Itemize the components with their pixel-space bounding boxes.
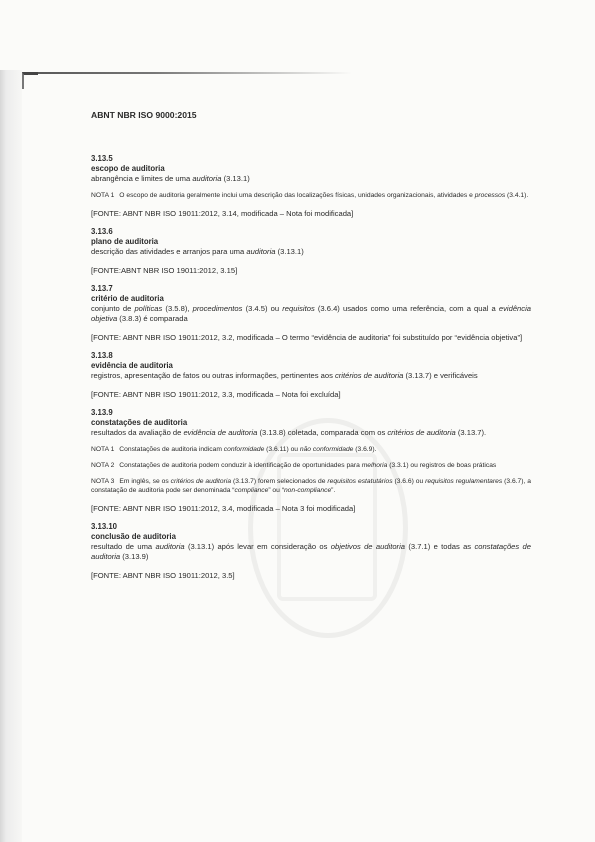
clause-term: conclusão de auditoria: [91, 532, 176, 541]
scan-binding-shadow: [0, 70, 22, 842]
clause: [91, 154, 531, 219]
clause-number: 3.13.7: [91, 284, 113, 293]
clause-source: [FONTE: ABNT NBR ISO 19011:2012, 3.2, modificada – O termo “evidência de auditoria” foi substituído por “evidência objetiva”]: [91, 333, 523, 342]
clause-term: escopo de auditoria: [91, 164, 165, 173]
clause-number: 3.13.6: [91, 227, 113, 236]
clause: [91, 522, 531, 581]
document-body: [91, 110, 531, 589]
note-label: NOTA 3: [91, 478, 115, 485]
clause-note: NOTA 1 Constatações de auditoria indicam conformidade (3.6.11) ou não conformidade (3.6.9).: [91, 446, 377, 453]
note-label: NOTA 1: [91, 446, 115, 453]
clause-number: 3.13.5: [91, 154, 113, 163]
clause-definition: registros, apresentação de fatos ou outras informações, pertinentes aos critérios de auditoria (3.13.7) e verificáveis: [91, 371, 478, 380]
clause: [91, 351, 531, 400]
document-title: ABNT NBR ISO 9000:2015: [91, 110, 197, 120]
scan-corner-mark: [22, 72, 38, 89]
clause-source: [FONTE: ABNT NBR ISO 19011:2012, 3.4, modificada – Nota 3 foi modificada]: [91, 504, 356, 513]
clause: [91, 408, 531, 514]
clause-definition: resultado de uma auditoria (3.13.1) após levar em consideração os objetivos de auditoria (3.7.1) e todas as constatações de auditoria (3.13.9): [91, 542, 531, 561]
clause-term: critério de auditoria: [91, 294, 164, 303]
clause-term: constatações de auditoria: [91, 418, 188, 427]
clause-note: NOTA 1 O escopo de auditoria geralmente inclui uma descrição das localizações físicas, unidades organizacionais, atividades e processos (3.4.1).: [91, 192, 529, 199]
clause-note: NOTA 2 Constatações de auditoria podem conduzir à identificação de oportunidades para melhoria (3.3.1) ou registros de boas práticas: [91, 462, 497, 469]
clause-definition: conjunto de políticas (3.5.8), procedimentos (3.4.5) ou requisitos (3.6.4) usados como uma referência, com a qual a evidência objetiva (3.8.3) é comparada: [91, 304, 531, 323]
note-label: NOTA 2: [91, 462, 115, 469]
clause-term: evidência de auditoria: [91, 361, 173, 370]
clause-source: [FONTE: ABNT NBR ISO 19011:2012, 3.14, modificada – Nota foi modificada]: [91, 209, 354, 218]
clause-term: plano de auditoria: [91, 237, 159, 246]
clause: [91, 227, 531, 276]
clause: [91, 284, 531, 343]
clause-source: [FONTE: ABNT NBR ISO 19011:2012, 3.5]: [91, 571, 235, 580]
clause-number: 3.13.8: [91, 351, 113, 360]
clause-definition: descrição das atividades e arranjos para uma auditoria (3.13.1): [91, 247, 304, 256]
clause-source: [FONTE:ABNT NBR ISO 19011:2012, 3.15]: [91, 266, 238, 275]
clause-source: [FONTE: ABNT NBR ISO 19011:2012, 3.3, modificada – Nota foi excluída]: [91, 390, 341, 399]
clause-list: [91, 154, 531, 581]
clause-number: 3.13.10: [91, 522, 118, 531]
note-label: NOTA 1: [91, 192, 115, 199]
clause-number: 3.13.9: [91, 408, 113, 417]
clause-definition: resultados da avaliação de evidência de auditoria (3.13.8) coletada, comparada com os critérios de auditoria (3.13.7).: [91, 428, 487, 437]
clause-definition: abrangência e limites de uma auditoria (3.13.1): [91, 174, 250, 183]
scan-top-edge: [22, 72, 352, 74]
clause-note: NOTA 3 Em inglês, se os critérios de auditoria (3.13.7) forem selecionados de requisitos estatutários (3.6.6) ou requisitos regulamentares (3.6.7), a constatação de auditoria pode ser denominada “compliance” ou “non-compliance”.: [91, 478, 531, 494]
